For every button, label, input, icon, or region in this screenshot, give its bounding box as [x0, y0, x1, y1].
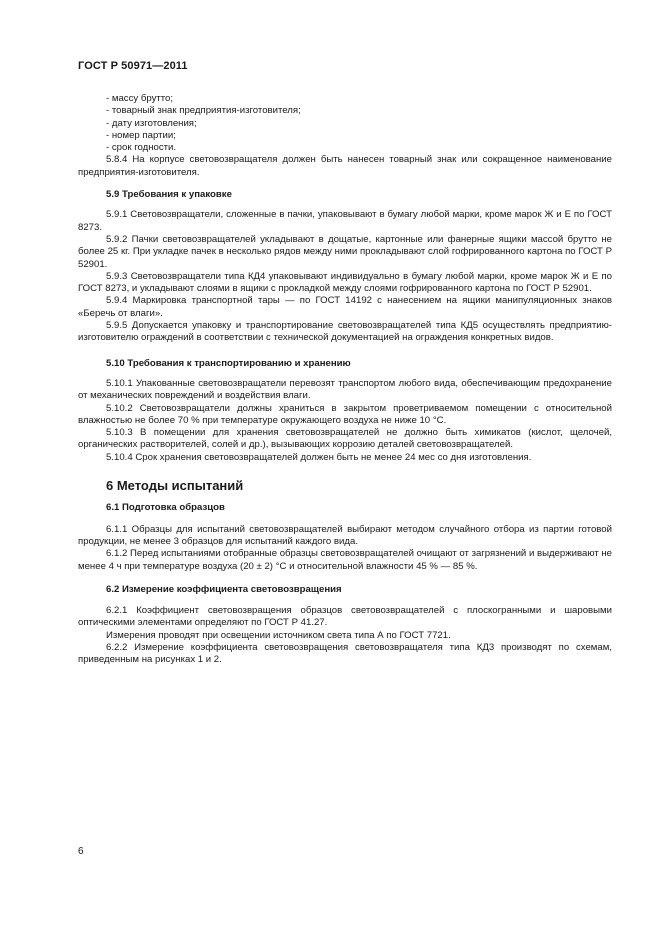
section-title-5-9: 5.9 Требования к упаковке — [106, 189, 232, 201]
paragraph-5-9-5: 5.9.5 Допускается упаковку и транспортирование световозвращателей типа КД5 осуществлять предприятию-изготовителю ограждений в соответствии с технической документацией на ограждения конкретных видов. — [78, 320, 612, 344]
paragraph-5-9-1: 5.9.1 Световозвращатели, сложенные в пачки, упаковывают в бумагу любой марки, кроме марок Ж и Е по ГОСТ 8273. — [78, 209, 612, 233]
list-item: - номер партии; — [106, 129, 176, 141]
paragraph-5-10-3: 5.10.3 В помещении для хранения световозвращателей не должно быть химикатов (кислот, щелочей, органических растворителей, солей и др.), вызывающих коррозию деталей световозвращателей. — [78, 427, 612, 451]
paragraph-5-10-4: 5.10.4 Срок хранения световозвращателей должен быть не менее 24 мес со дня изготовления. — [106, 451, 532, 463]
paragraph-5-9-3: 5.9.3 Световозвращатели типа КД4 упаковывают индивидуально в бумагу любой марки, кроме марок Ж и Е по ГОСТ 8273, и укладывают слоями в ящики с прокладкой между слоями гофрированного картона по ГОСТ Р 52901. — [78, 270, 612, 295]
list-item: - товарный знак предприятия-изготовителя; — [106, 105, 301, 117]
section-title-6-2: 6.2 Измерение коэффициента световозвращения — [106, 583, 342, 595]
paragraph-6-1-2: 6.1.2 Перед испытаниями отобранные образцы световозвращателей очищают от загрязнений и выдерживают не менее 4 ч при температуре воздуха (20 ± 2) °С и относительной влажности 45 % — 85 %. — [78, 548, 613, 572]
chapter-title-6: 6 Методы испытаний — [106, 478, 244, 494]
document-header: ГОСТ Р 50971—2011 — [78, 60, 188, 72]
paragraph-5-10-2: 5.10.2 Световозвращатели должны храниться в закрытом проветриваемом помещении с относительной влажностью не более 70 % при температуре окружающего воздуха не ниже 10 °С. — [78, 402, 612, 426]
section-title-6-1: 6.1 Подготовка образцов — [106, 502, 225, 514]
paragraph-5-10-1: 5.10.1 Упакованные световозвращатели перевозят транспортом любого вида, обеспечивающим предохранение от механических повреждений и воздействия влаги. — [78, 377, 612, 402]
paragraph-6-2-1-b: Измерения проводят при освещении источником света типа А по ГОСТ 7721. — [106, 629, 451, 641]
page-content — [78, 93, 612, 667]
paragraph-5-8-4: 5.8.4 На корпусе световозвращателя должен быть нанесен товарный знак или сокращенное наименование предприятия-изготовителя. — [78, 154, 612, 178]
paragraph-6-2-1: 6.2.1 Коэффициент световозвращения образцов световозвращателей с плоскогранными и шаровыми оптическими элементами определяют по ГОСТ Р 41.27. — [78, 605, 612, 629]
page-number: 6 — [78, 846, 84, 857]
paragraph-5-9-4: 5.9.4 Маркировка транспортной тары — по ГОСТ 14192 с нанесением на ящики манипуляционных знаков «Беречь от влаги». — [78, 295, 612, 319]
list-item: - массу брутто; — [106, 93, 174, 104]
list-item: - срок годности. — [106, 142, 177, 154]
paragraph-6-1-1: 6.1.1 Образцы для испытаний световозвращателей выбирают методом случайного отбора из партии готовой продукции, не менее 3 образцов для испытаний каждого вида. — [78, 523, 612, 547]
paragraph-6-2-2: 6.2.2 Измерение коэффициента световозвращения световозвращателя типа КД3 производят по схемам, приведенным на рисунках 1 и 2. — [78, 641, 612, 666]
list-item: - дату изготовления; — [106, 117, 197, 129]
section-title-5-10: 5.10 Требования к транспортированию и хранению — [106, 357, 351, 369]
paragraph-5-9-2: 5.9.2 Пачки световозвращателей укладывают в дощатые, картонные или фанерные ящики массой брутто не более 25 кг. При укладке пачек в несколько рядов между ними прокладывают слой гофрированного картона по ГОСТ Р 52901. — [78, 233, 612, 270]
